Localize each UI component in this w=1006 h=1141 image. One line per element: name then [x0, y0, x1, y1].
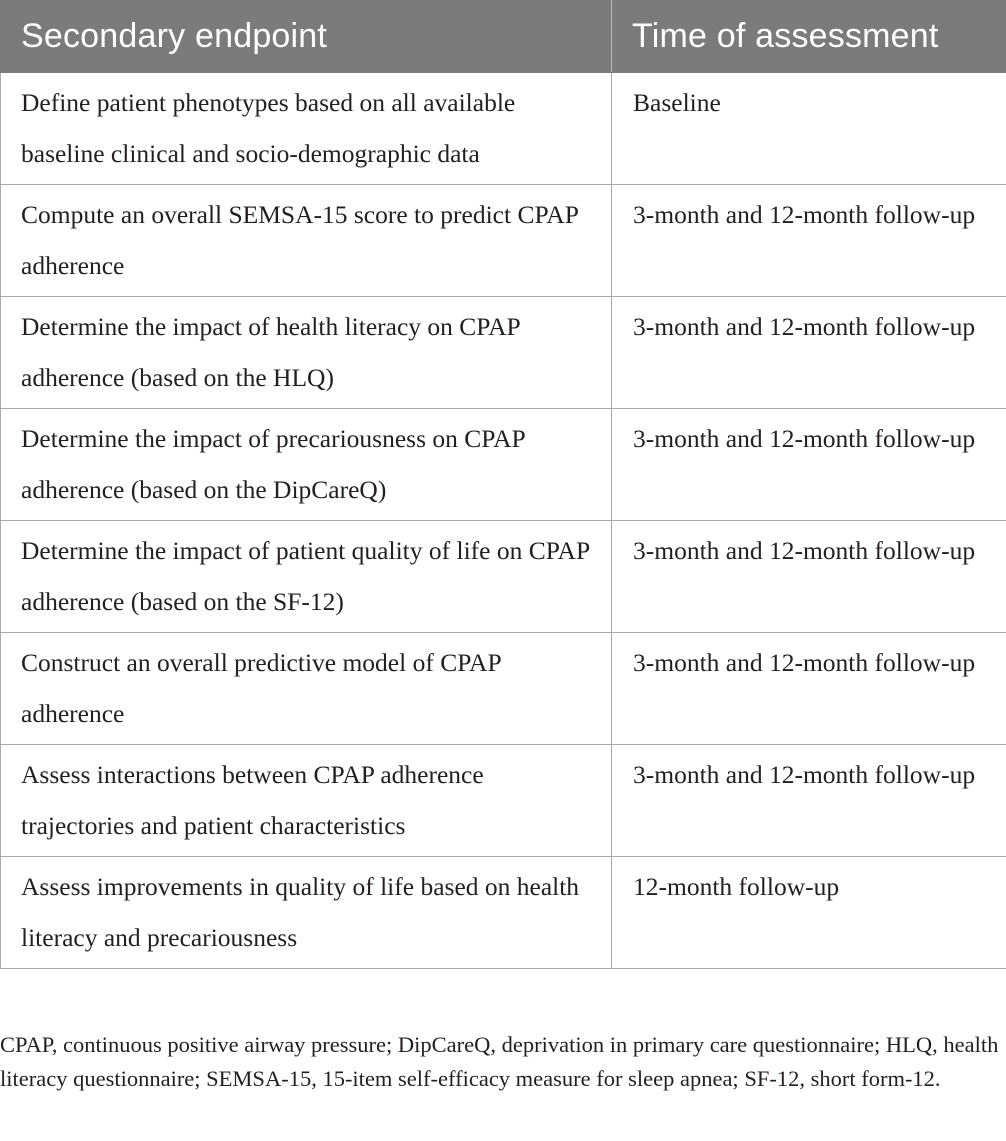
time-cell: 3-month and 12-month follow-up: [612, 521, 1006, 633]
table-row: [1, 297, 1006, 409]
endpoint-cell: Define patient phenotypes based on all available baseline clinical and socio-demographic data: [1, 73, 612, 185]
table-body: [1, 73, 1006, 969]
header-row: [1, 1, 1006, 73]
table-row: [1, 73, 1006, 185]
endpoint-cell: Assess improvements in quality of life based on health literacy and precariousness: [1, 857, 612, 969]
table-row: [1, 857, 1006, 969]
table-row: [1, 745, 1006, 857]
endpoint-cell: Compute an overall SEMSA-15 score to predict CPAP adherence: [1, 185, 612, 297]
table-row: [1, 521, 1006, 633]
table-row: [1, 409, 1006, 521]
endpoint-cell: Determine the impact of patient quality of life on CPAP adherence (based on the SF-12): [1, 521, 612, 633]
time-cell: 3-month and 12-month follow-up: [612, 409, 1006, 521]
time-cell: 3-month and 12-month follow-up: [612, 633, 1006, 745]
table-row: [1, 633, 1006, 745]
time-cell: 3-month and 12-month follow-up: [612, 297, 1006, 409]
table-header: [1, 1, 1006, 73]
header-time-of-assessment: Time of assessment: [612, 1, 1006, 73]
time-cell: 3-month and 12-month follow-up: [612, 185, 1006, 297]
time-cell: 12-month follow-up: [612, 857, 1006, 969]
table-row: [1, 185, 1006, 297]
time-cell: Baseline: [612, 73, 1006, 185]
table-footnote: CPAP, continuous positive airway pressure; DipCareQ, deprivation in primary care questionnaire; HLQ, health literacy questionnaire; SEMSA-15, 15-item self-efficacy measure for sleep apnea; SF-12, short form-12.: [0, 1032, 999, 1091]
endpoint-cell: Determine the impact of health literacy on CPAP adherence (based on the HLQ): [1, 297, 612, 409]
header-secondary-endpoint: Secondary endpoint: [1, 1, 612, 73]
endpoint-cell: Determine the impact of precariousness on CPAP adherence (based on the DipCareQ): [1, 409, 612, 521]
endpoint-cell: Assess interactions between CPAP adherence trajectories and patient characteristics: [1, 745, 612, 857]
endpoint-cell: Construct an overall predictive model of CPAP adherence: [1, 633, 612, 745]
time-cell: 3-month and 12-month follow-up: [612, 745, 1006, 857]
